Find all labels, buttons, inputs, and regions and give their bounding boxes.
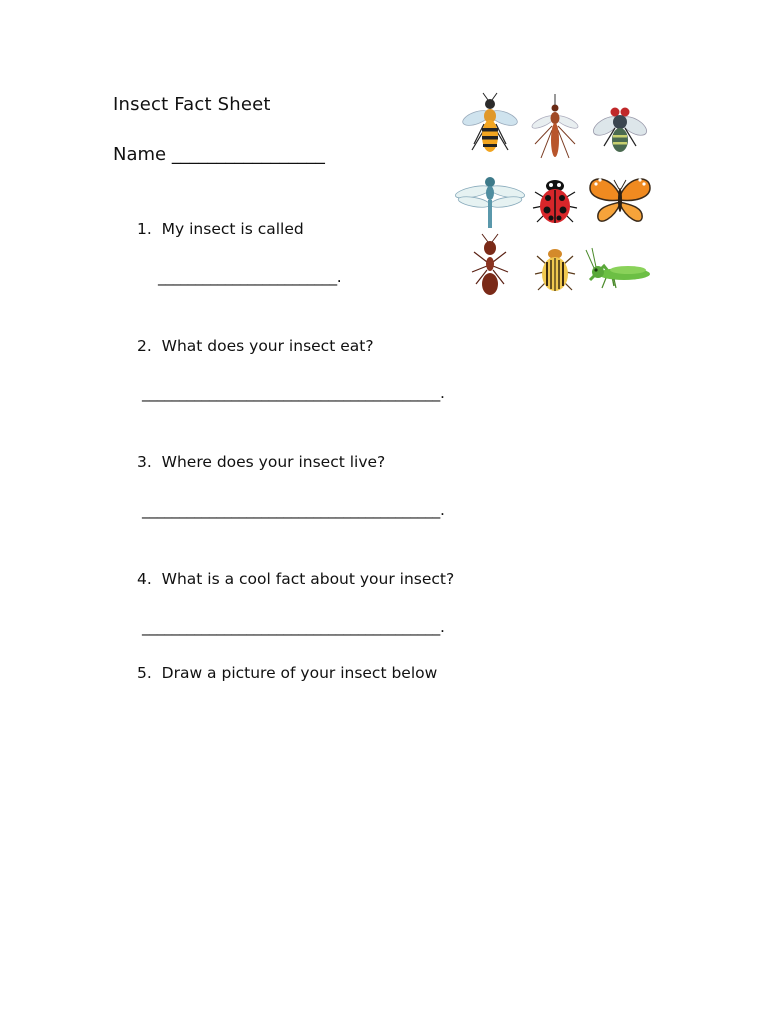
fly-icon (590, 108, 649, 153)
bee-icon (461, 93, 519, 152)
question-5: 5. Draw a picture of your insect below (137, 664, 438, 682)
question-1: 1. My insect is called (137, 220, 304, 238)
question-3: 3. Where does your insect live? (137, 453, 386, 471)
name-field[interactable]: Name _________________ (113, 144, 325, 165)
ant-icon (472, 234, 508, 295)
question-4: 4. What is a cool fact about your insect? (137, 570, 455, 588)
answer-line-1[interactable]: ________________________. (158, 268, 342, 286)
insect-collage-image (452, 92, 657, 307)
answer-line-3[interactable]: ________________________________________. (142, 501, 445, 519)
dragonfly-icon (454, 177, 525, 228)
mosquito-icon (530, 94, 579, 158)
butterfly-icon (590, 178, 650, 221)
answer-line-2[interactable]: ________________________________________. (142, 384, 445, 402)
worksheet-title: Insect Fact Sheet (113, 94, 271, 115)
beetle-icon (535, 249, 575, 291)
question-2: 2. What does your insect eat? (137, 337, 374, 355)
grasshopper-icon (586, 248, 650, 288)
answer-line-4[interactable]: ________________________________________. (142, 618, 445, 636)
ladybug-icon (533, 180, 577, 223)
